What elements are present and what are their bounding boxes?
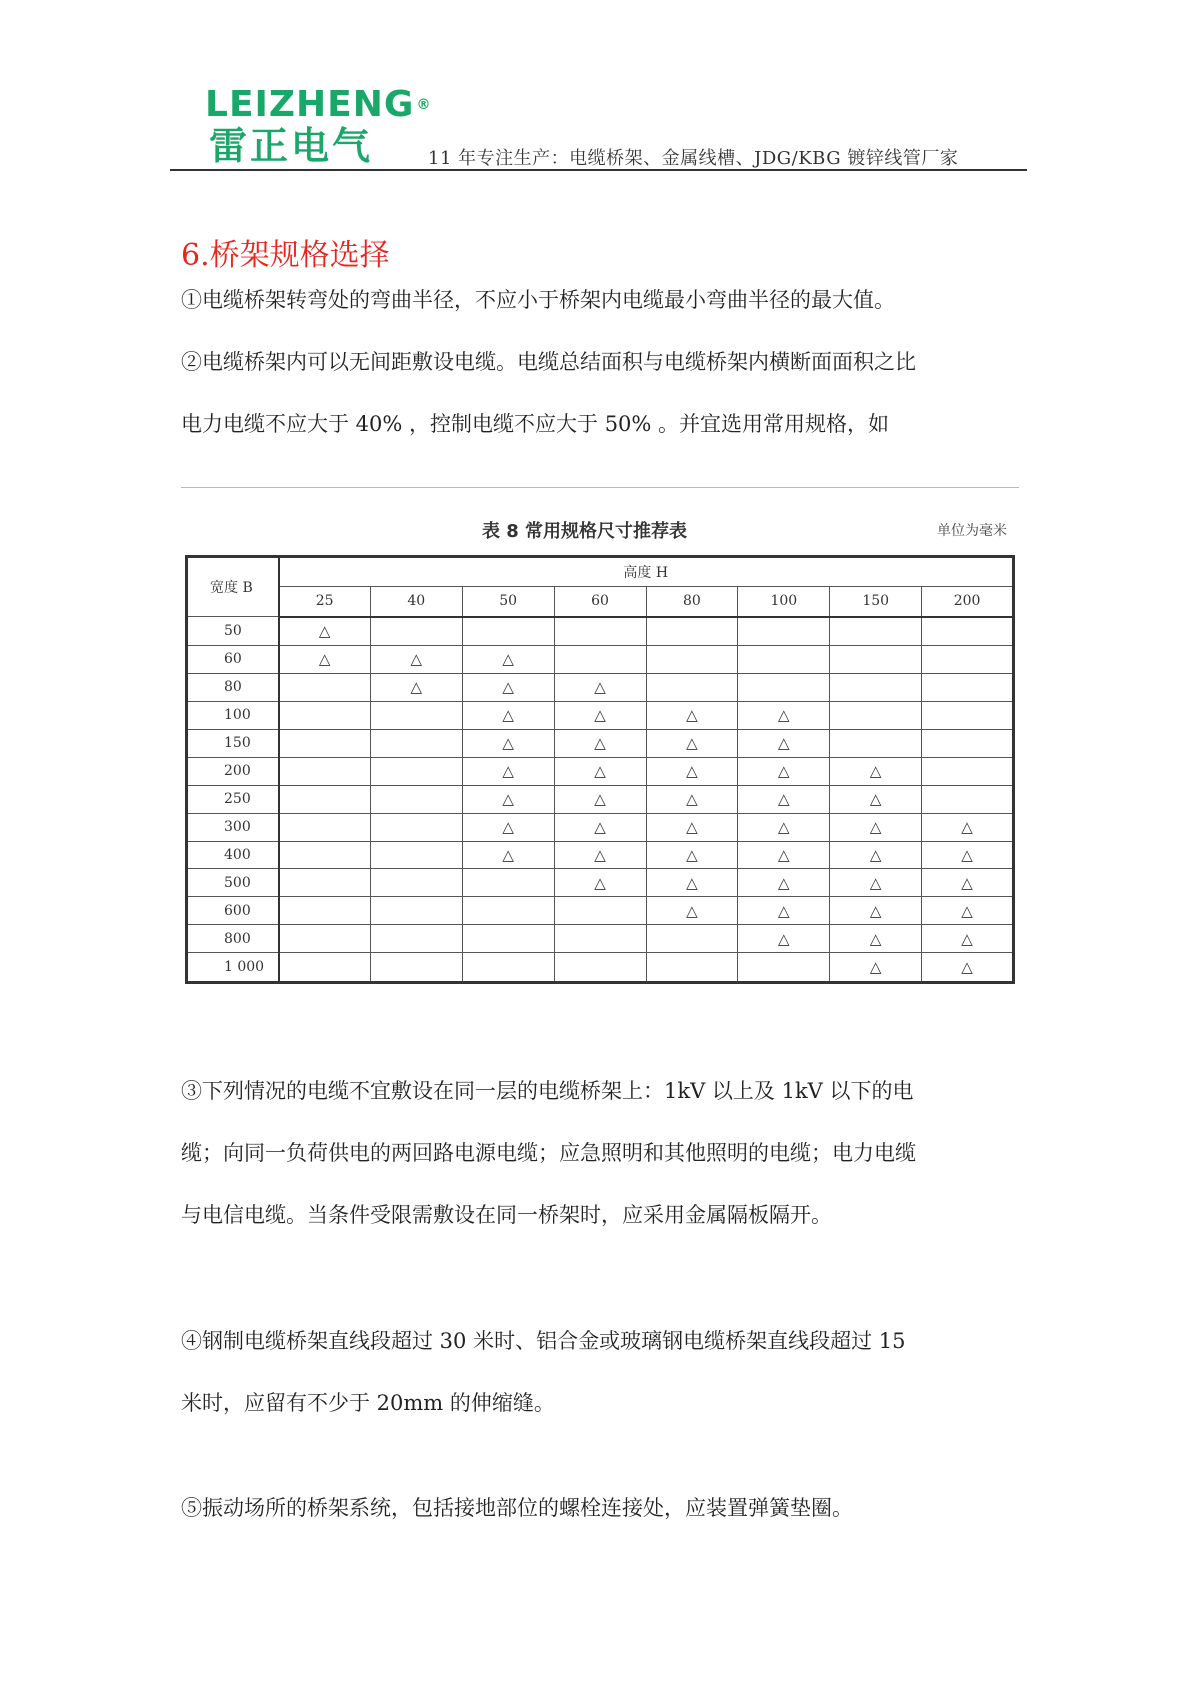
spec-cell [830, 813, 922, 841]
spec-cell [554, 645, 646, 673]
spec-cell [279, 897, 371, 925]
spec-cell [922, 813, 1014, 841]
recommended-mark-icon: △ [686, 845, 698, 864]
spec-cell [738, 617, 830, 646]
spec-cell [738, 813, 830, 841]
spec-cell [738, 925, 830, 953]
spec-cell [646, 925, 738, 953]
spec-cell [738, 701, 830, 729]
recommended-mark-icon: △ [961, 845, 973, 864]
width-cell: 150 [187, 729, 279, 757]
spec-cell [462, 701, 554, 729]
recommended-mark-icon: △ [318, 650, 331, 669]
spec-cell [370, 729, 462, 757]
spec-cell [279, 925, 371, 953]
paragraph-4 [181, 1310, 905, 1434]
recommended-mark-icon: △ [961, 929, 973, 948]
spec-cell [554, 729, 646, 757]
table-row [187, 841, 1014, 869]
recommended-mark-icon: △ [869, 762, 882, 781]
spec-cell [462, 869, 554, 897]
spec-cell [279, 813, 371, 841]
spec-cell [554, 813, 646, 841]
spec-cell [370, 953, 462, 983]
width-cell: 500 [187, 869, 279, 897]
table-row [187, 645, 1014, 673]
spec-cell [554, 701, 646, 729]
spec-cell [462, 645, 554, 673]
header-slogan: 11 年专注生产：电缆桥架、金属线槽、JDG/KBG 镀锌线管厂家 [428, 148, 959, 169]
spec-cell [279, 645, 371, 673]
height-col-header: 50 [462, 587, 554, 617]
recommended-mark-icon: △ [869, 873, 882, 892]
paragraph-line: ①电缆桥架转弯处的弯曲半径，不应小于桥架内电缆最小弯曲半径的最大值。 [181, 288, 895, 312]
spec-cell [462, 617, 554, 646]
paragraph-3 [181, 1060, 916, 1246]
paragraph-line: 与电信电缆。当条件受限需敷设在同一桥架时，应采用金属隔板隔开。 [181, 1203, 832, 1227]
spec-cell [554, 673, 646, 701]
recommended-mark-icon: △ [778, 790, 790, 809]
spec-cell [554, 785, 646, 813]
recommended-mark-icon: △ [502, 845, 514, 864]
spec-cell [462, 673, 554, 701]
recommended-mark-icon: △ [869, 929, 882, 948]
recommended-mark-icon: △ [961, 958, 973, 977]
width-cell: 300 [187, 813, 279, 841]
spec-cell [370, 673, 462, 701]
spec-cell [922, 897, 1014, 925]
table-row [187, 617, 1014, 646]
recommended-mark-icon: △ [686, 818, 698, 837]
width-cell: 60 [187, 645, 279, 673]
recommended-mark-icon: △ [686, 901, 698, 920]
table-row [187, 897, 1014, 925]
width-cell: 50 [187, 617, 279, 646]
recommended-mark-icon: △ [594, 706, 606, 725]
recommended-mark-icon: △ [502, 650, 514, 669]
width-cell: 400 [187, 841, 279, 869]
paragraph-5 [181, 1477, 853, 1539]
table-row [187, 729, 1014, 757]
spec-cell [738, 953, 830, 983]
spec-cell [738, 673, 830, 701]
spec-cell [646, 785, 738, 813]
height-header: 高度 H [279, 557, 1014, 587]
recommended-mark-icon: △ [869, 901, 882, 920]
spec-cell [370, 813, 462, 841]
table-row [187, 701, 1014, 729]
recommended-mark-icon: △ [686, 790, 698, 809]
recommended-mark-icon: △ [502, 678, 514, 697]
recommended-mark-icon: △ [318, 622, 331, 641]
spec-cell [646, 813, 738, 841]
recommended-mark-icon: △ [778, 818, 790, 837]
spec-cell [922, 645, 1014, 673]
width-cell: 800 [187, 925, 279, 953]
spec-cell [370, 785, 462, 813]
width-cell: 1 000 [187, 953, 279, 983]
spec-cell [370, 925, 462, 953]
spec-cell [279, 953, 371, 983]
recommended-mark-icon: △ [594, 845, 606, 864]
paragraph-line: ⑤振动场所的桥架系统，包括接地部位的螺栓连接处，应装置弹簧垫圈。 [181, 1496, 853, 1520]
paragraph-2 [181, 331, 916, 455]
recommended-mark-icon: △ [502, 762, 514, 781]
spec-cell [830, 785, 922, 813]
spec-cell [462, 841, 554, 869]
spec-cell [462, 953, 554, 983]
recommended-mark-icon: △ [686, 734, 698, 753]
recommended-mark-icon: △ [594, 762, 606, 781]
spec-cell [554, 869, 646, 897]
spec-cell [370, 645, 462, 673]
spec-table [185, 555, 1015, 984]
recommended-mark-icon: △ [869, 845, 882, 864]
recommended-mark-icon: △ [502, 790, 514, 809]
table-row [187, 925, 1014, 953]
spec-cell [279, 841, 371, 869]
spec-cell [922, 729, 1014, 757]
paragraph-line: ②电缆桥架内可以无间距敷设电缆。电缆总结面积与电缆桥架内横断面面积之比 [181, 350, 916, 374]
recommended-mark-icon: △ [778, 845, 790, 864]
table-caption: 表 8 常用规格尺寸推荐表 [482, 521, 688, 542]
spec-cell [830, 757, 922, 785]
spec-cell [554, 757, 646, 785]
spec-cell [646, 673, 738, 701]
spec-cell [922, 701, 1014, 729]
recommended-mark-icon: △ [961, 901, 973, 920]
recommended-mark-icon: △ [869, 818, 882, 837]
spec-cell [370, 757, 462, 785]
spec-cell [462, 813, 554, 841]
width-cell: 100 [187, 701, 279, 729]
section-title: 6.桥架规格选择 [181, 238, 390, 273]
spec-cell [646, 701, 738, 729]
spec-cell [738, 841, 830, 869]
spec-cell [922, 785, 1014, 813]
height-col-header: 150 [830, 587, 922, 617]
recommended-mark-icon: △ [410, 650, 423, 669]
spec-cell [830, 701, 922, 729]
spec-cell [646, 953, 738, 983]
table-row [187, 757, 1014, 785]
table-row [187, 785, 1014, 813]
spec-cell [922, 869, 1014, 897]
spec-cell [830, 729, 922, 757]
width-header: 宽度 B [187, 557, 279, 617]
table-separator [181, 487, 1019, 488]
height-col-header: 200 [922, 587, 1014, 617]
registered-mark: ® [416, 97, 432, 113]
spec-cell [279, 869, 371, 897]
spec-cell [830, 617, 922, 646]
spec-cell [462, 757, 554, 785]
header-divider [170, 169, 1027, 171]
spec-cell [646, 841, 738, 869]
table-unit: 单位为毫米 [937, 523, 1007, 539]
height-col-header: 40 [370, 587, 462, 617]
spec-cell [462, 785, 554, 813]
spec-cell [830, 841, 922, 869]
recommended-mark-icon: △ [686, 873, 698, 892]
recommended-mark-icon: △ [594, 818, 606, 837]
paragraph-line: ③下列情况的电缆不宜敷设在同一层的电缆桥架上：1kV 以上及 1kV 以下的电 [181, 1079, 914, 1103]
spec-cell [830, 673, 922, 701]
spec-cell [830, 897, 922, 925]
recommended-mark-icon: △ [778, 762, 790, 781]
recommended-mark-icon: △ [778, 873, 790, 892]
spec-cell [370, 897, 462, 925]
width-cell: 250 [187, 785, 279, 813]
spec-cell [370, 701, 462, 729]
spec-cell [279, 673, 371, 701]
recommended-mark-icon: △ [594, 734, 606, 753]
spec-cell [922, 673, 1014, 701]
paragraph-1 [181, 269, 895, 331]
spec-cell [922, 617, 1014, 646]
spec-cell [646, 645, 738, 673]
paragraph-line: 米时，应留有不少于 20mm 的伸缩缝。 [181, 1391, 555, 1415]
logo-text-cn: 雷正电气 [209, 124, 374, 168]
spec-cell [922, 757, 1014, 785]
spec-cell [646, 869, 738, 897]
spec-cell [554, 897, 646, 925]
spec-cell [646, 729, 738, 757]
spec-cell [738, 785, 830, 813]
spec-cell [646, 897, 738, 925]
width-cell: 200 [187, 757, 279, 785]
recommended-mark-icon: △ [594, 873, 606, 892]
height-col-header: 100 [738, 587, 830, 617]
recommended-mark-icon: △ [778, 901, 790, 920]
company-logo [205, 84, 432, 168]
width-cell: 80 [187, 673, 279, 701]
spec-cell [462, 729, 554, 757]
spec-cell [922, 841, 1014, 869]
recommended-mark-icon: △ [502, 706, 514, 725]
height-col-header: 80 [646, 587, 738, 617]
height-col-header: 60 [554, 587, 646, 617]
spec-cell [462, 925, 554, 953]
spec-cell [554, 953, 646, 983]
spec-cell [554, 841, 646, 869]
recommended-mark-icon: △ [594, 678, 606, 697]
spec-cell [554, 925, 646, 953]
recommended-mark-icon: △ [778, 734, 790, 753]
spec-cell [370, 841, 462, 869]
recommended-mark-icon: △ [778, 706, 790, 725]
spec-cell [830, 953, 922, 983]
recommended-mark-icon: △ [961, 818, 973, 837]
spec-cell [830, 645, 922, 673]
spec-cell [462, 897, 554, 925]
table-row [187, 953, 1014, 983]
spec-cell [646, 617, 738, 646]
spec-cell [370, 617, 462, 646]
recommended-mark-icon: △ [502, 734, 514, 753]
spec-cell [738, 897, 830, 925]
paragraph-line: ④钢制电缆桥架直线段超过 30 米时、铝合金或玻璃钢电缆桥架直线段超过 15 [181, 1329, 906, 1353]
spec-cell [830, 925, 922, 953]
table-row [187, 869, 1014, 897]
spec-cell [738, 645, 830, 673]
recommended-mark-icon: △ [686, 706, 698, 725]
spec-cell [738, 729, 830, 757]
spec-cell [370, 869, 462, 897]
spec-cell [279, 701, 371, 729]
paragraph-line: 电力电缆不应大于 40% ，控制电缆不应大于 50% 。并宜选用常用规格，如 [181, 412, 890, 436]
recommended-mark-icon: △ [686, 762, 698, 781]
spec-cell [279, 785, 371, 813]
recommended-mark-icon: △ [961, 873, 973, 892]
spec-cell [830, 869, 922, 897]
spec-cell [738, 757, 830, 785]
spec-cell [279, 729, 371, 757]
paragraph-line: 缆；向同一负荷供电的两回路电源电缆；应急照明和其他照明的电缆；电力电缆 [181, 1141, 916, 1165]
width-cell: 600 [187, 897, 279, 925]
height-col-header: 25 [279, 587, 371, 617]
spec-cell [922, 953, 1014, 983]
spec-cell [738, 869, 830, 897]
recommended-mark-icon: △ [502, 818, 514, 837]
recommended-mark-icon: △ [869, 958, 882, 977]
recommended-mark-icon: △ [869, 790, 882, 809]
table-row [187, 673, 1014, 701]
logo-text-en: LEIZHENG [205, 84, 415, 125]
recommended-mark-icon: △ [778, 929, 790, 948]
recommended-mark-icon: △ [594, 790, 606, 809]
spec-cell [279, 757, 371, 785]
table-row [187, 813, 1014, 841]
spec-cell [646, 757, 738, 785]
spec-cell [554, 617, 646, 646]
spec-cell [279, 617, 371, 646]
spec-cell [922, 925, 1014, 953]
recommended-mark-icon: △ [410, 678, 423, 697]
